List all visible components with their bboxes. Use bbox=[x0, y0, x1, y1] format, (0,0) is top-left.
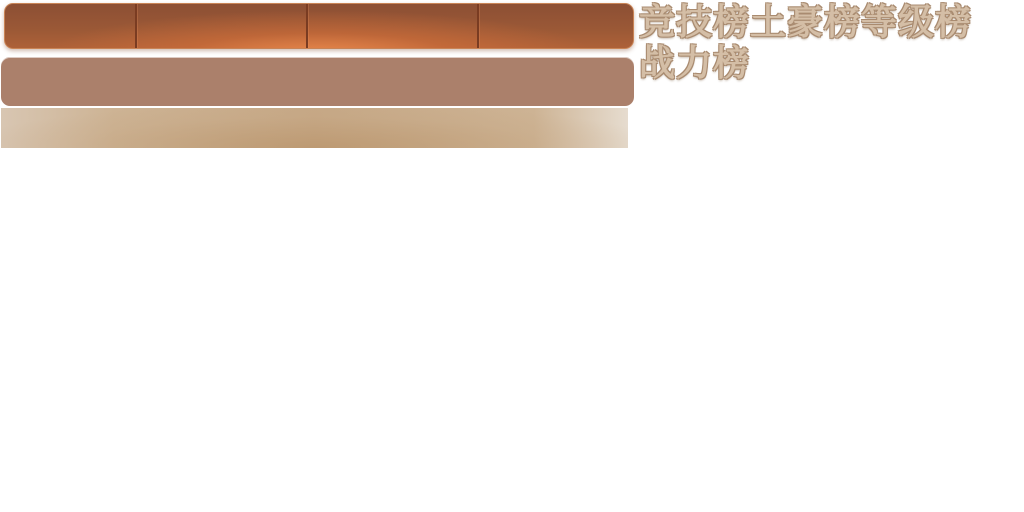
list-header-bar bbox=[1, 57, 634, 106]
label-arena-rank: 竞技榜 bbox=[639, 2, 751, 43]
rank-tab-2[interactable] bbox=[135, 4, 306, 48]
label-power-rank: 战力榜 bbox=[639, 43, 751, 84]
rank-tab-bar bbox=[4, 3, 634, 49]
rank-label-glyphs bbox=[639, 2, 1019, 84]
rank-tab-1[interactable] bbox=[5, 4, 135, 48]
label-level-rank: 等级榜 bbox=[861, 2, 973, 43]
label-wealth-rank: 土豪榜 bbox=[750, 2, 862, 43]
rank-tab-4[interactable] bbox=[477, 4, 633, 48]
rank-tab-3[interactable] bbox=[306, 4, 477, 48]
list-row-background bbox=[1, 108, 628, 148]
